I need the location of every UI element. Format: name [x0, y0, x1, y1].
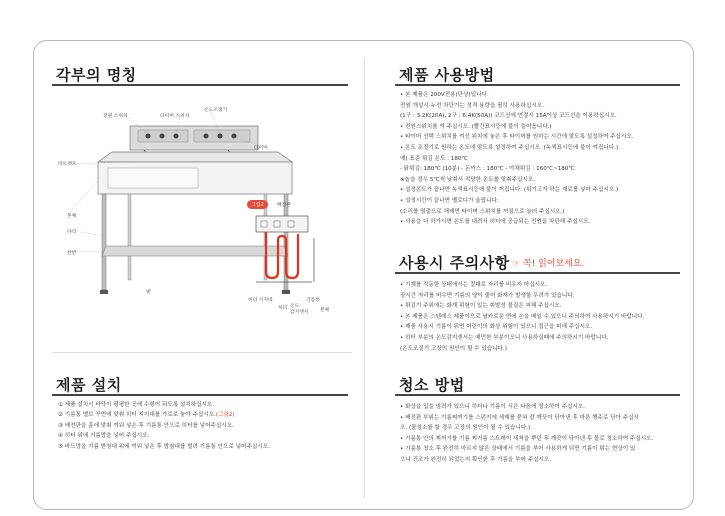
usage-title-rule — [395, 84, 680, 86]
install-item: ④ 히터 위에 거름망을 넣어 주십시오. — [58, 433, 150, 440]
caution-line: • 본 제품은 스텐레스 제품이므로 날카로운 면에 손을 베일 수 있으니 주의하여 사용하시기 바랍니다. — [400, 313, 645, 320]
usage-line: • 전원스위치를 켜 주십시오. (빨간표시등에 불이 들어옵니다.) — [400, 123, 552, 130]
label-oil-tank: 기름통 — [306, 298, 320, 303]
label-thermostat: 온도조절기 — [204, 108, 228, 113]
label-timer-switch: 타이머 스위치 — [160, 114, 190, 119]
caution-title-rule — [395, 272, 680, 274]
caution-list — [400, 280, 644, 354]
install-list — [58, 400, 270, 452]
label-body-2: 본체 — [320, 308, 330, 313]
cleaning-line: 으니 건조가 완전히 되었는지 확인한 후 기름을 부어 주십시오. — [400, 456, 552, 463]
label-foot: 발 — [146, 290, 151, 295]
label-heater: 히터 — [278, 306, 288, 311]
caution-line: 장시간 자리를 비우면 기름의 양이 줄어 화재가 발생할 우려가 있습니다. — [400, 292, 575, 299]
usage-line: - 닭튀김: 180℃ (10분) - 돈까스 : 180℃ - 야채튀김 : 160℃~180℃ — [400, 166, 575, 173]
install-item: ② 기름통 밸브 꾸먼에 맞춰 히터 지지대를 가로로 놓아 주십시오.(그림2) — [58, 412, 235, 419]
parts-title: 각부의 명칭 — [56, 66, 137, 84]
usage-line: (소리를 멈출으로 해제면 타이머 스위치를 꺼짐으로 눌러 주십시오.) — [400, 208, 565, 215]
figure-2-badge: 그림2 — [247, 200, 268, 209]
usage-line: ※놀을 경우 5℃씩 낮춰서 적당한 온도를 맞춰주십시오. — [400, 176, 536, 183]
cleaning-line: • 기름통 청소 후 완전히 마르지 않은 상태에서 기름을 부어 사용하게 되면 기름이 튀는 현상이 있 — [400, 446, 636, 453]
caution-line: (온도조절기 고장의 원인이 될 수 있습니다.) — [400, 345, 507, 352]
parts-title-rule — [52, 84, 348, 86]
install-fig-ref: (그림2) — [215, 412, 235, 419]
caution-title: 사용시 주의사항 — [399, 254, 510, 272]
usage-line: 예) 표준 튀김 온도 : 180℃ — [400, 155, 468, 162]
caution-line: • 튀김기 주위에는 화재 위험이 있는 휘발성 물질은 피해 주십시오. — [400, 303, 562, 310]
cleaning-title: 청소 방법 — [399, 376, 465, 394]
usage-line: (1구 : 3.2K(20A), 2구 : 6.4K(50A)) 코드선에 연결시 15A이상 코드선을 이용하십시오. — [400, 113, 617, 120]
install-item: ⑤ 바드망을 기름 받침대 위에 끼워 넣은 후 밤첨대를 벌려 기름통 안으로 넣어주십시오. — [58, 443, 270, 450]
usage-line: 전원 개설시 누전 차단기는 정격 용량을 필히 사용하십시오. — [400, 102, 544, 109]
figure-2-caption: 배전판 — [277, 203, 291, 208]
usage-line: • 본 제품은 200V전용(단상)입니다. — [400, 92, 489, 98]
usage-line: • 설정시간이 끝나면 벨로디가 울립니다. — [400, 197, 499, 204]
cleaning-line: 오. (물청소를 할 경우 고장의 원인이 될 수 있습니다.) — [400, 425, 531, 432]
label-heater-holder: 히터 지지대 — [248, 298, 273, 303]
label-power-switch: 전원 스위치 — [103, 114, 128, 119]
install-title: 제품 설치 — [56, 376, 122, 394]
caution-line: • 제품 사용시 기름이 튀면 어린이의 화상 위험이 있으니 접근을 피해 주십시오. — [400, 324, 593, 331]
usage-line: • 사용을 다 하가시면 온도를 내려서 히터에 공급되는 전원을 차단해 주십시오. — [400, 219, 591, 226]
usage-line: • 온도 조절기로 원하는 온도에 맞도록 설정하여 주십시오. (녹색표시등에 불이 켜집니다.) — [400, 144, 619, 151]
install-item: ① 제품 설치시 바닥이 평평한 곳에 수평이 되도록 설치하십시오. — [58, 402, 215, 408]
cleaning-line: • 기름통 안의 찌꺼기를 기름 찌거름 스트레이 세척을 뿌린 후 깨끗이 닦아낸 후 물로 청소하여 주십시오. — [400, 435, 654, 442]
cleaning-title-rule — [395, 394, 680, 396]
cleaning-line: • 배전판 부위는 기름찌꺼기를 스펀지에 세제를 묻혀 잘 깨끗이 닦아낸 후 마른 행주로 닦아 주십시 — [400, 414, 639, 421]
label-basket: 바트켓트 — [58, 162, 77, 167]
caution-badge: ☞ 꼭! 읽어보세요. — [512, 259, 585, 269]
install-title-rule — [52, 394, 348, 396]
label-temp-sensor: 온도 감지센서 — [290, 304, 309, 315]
label-body: 본체 — [67, 214, 77, 219]
caution-line: • 히터 부분의 온도감지센서는 예민한 부분이오니 사용하실때에 주의하시기 바랍니다. — [400, 334, 609, 341]
caution-line: • 기계를 작동한 상태에서는 절대로 자리를 비우지 마십시오. — [400, 282, 548, 288]
section-divider — [52, 352, 352, 353]
usage-line: • 타이머 선택 스위치를 켜신 위치에 놓은 후 타이머를 원하는 시간에 맞도록 설정하여 주십시오. — [400, 134, 634, 141]
label-shelf: 선반 — [67, 251, 77, 256]
column-divider — [364, 58, 365, 498]
install-item: ③ 배전판을 홈에 맞춰 끼워 넣은 후 기름통 안으로 히터를 넣어주십시오. — [58, 422, 234, 429]
usage-line: • 설정온도가 끝나면 녹색표시등에 불이 꺼집니다. (튀기고자 하는 재료를 넣어 주십시오.) — [400, 187, 619, 194]
label-timer: 타이머 — [254, 146, 268, 151]
label-leg: 다리 — [67, 230, 77, 235]
heater-diagram — [252, 212, 324, 290]
usage-list — [400, 90, 634, 228]
cleaning-list — [400, 402, 653, 466]
cleaning-line: • 화상을 입을 염려가 있으니 히터나 기름이 식은 다음에 청소하여 주십시오. — [400, 404, 585, 410]
usage-title: 제품 사용방법 — [399, 66, 495, 84]
